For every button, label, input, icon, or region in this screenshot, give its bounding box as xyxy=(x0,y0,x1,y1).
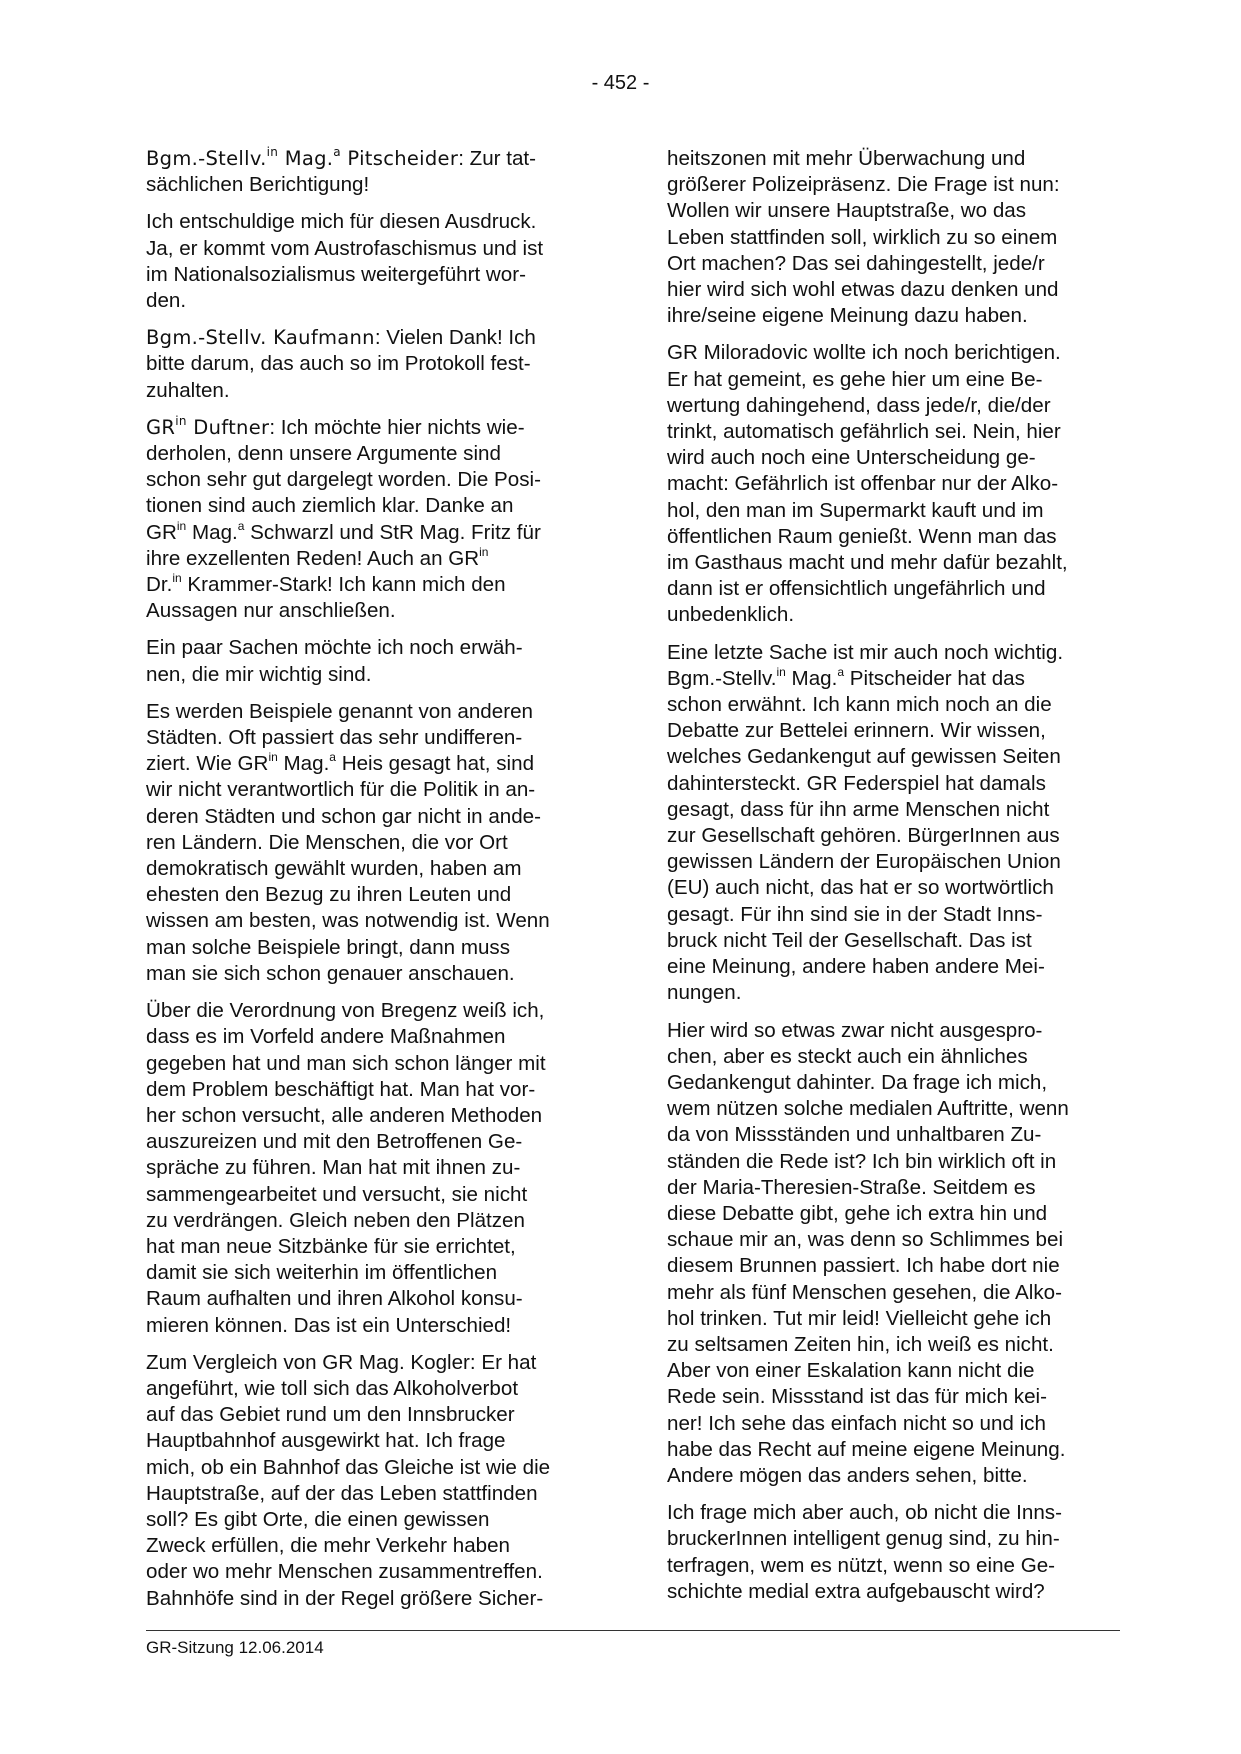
left-column xyxy=(146,146,598,1623)
paragraph: Ein paar Sachen möchte ich noch erwäh- nen, die mir wichtig sind. xyxy=(146,636,523,686)
speaker-name: Bgm.-Stellv.$^{in}$ Mag.$^a$ Pitscheider xyxy=(146,145,459,170)
footer-session-date: GR-Sitzung 12.06.2014 xyxy=(146,1638,324,1657)
paragraph: Zum Vergleich von GR Mag. Kogler: Er hat angeführt, wie toll sich das Alkoholverbot auf das Gebiet rund um den Innsbrucker Hauptbahnhof ausgewirkt hat. Ich frage mich, ob ein Bahnhof das Gleiche ist wie die Hauptstraße, auf der das Leben stattfinden soll? Es gibt Orte, die einen gewissen Zweck erfüllen, die mehr Verkehr haben oder wo mehr Menschen zusammentreffen. Bahnhöfe sind in der Regel größere Sicher- xyxy=(146,1350,551,1610)
paragraph: Ich frage mich aber auch, ob nicht die Inns- bruckerInnen intelligent genug sind, zu hin- terfragen, wem es nützt, wenn so eine Ge- schichte medial extra aufgebauscht wird? xyxy=(667,1501,1062,1603)
page-number: - 452 - xyxy=(591,72,650,94)
footer-divider xyxy=(146,1630,1120,1631)
paragraph: Hier wird so etwas zwar nicht ausgespro- chen, aber es steckt auch ein ähnliches Gedankengut dahinter. Da frage ich mich, wem nützen solche medialen Auftritte, wenn da von Missständen und unhaltbaren Zu- ständen die Rede ist? Ich bin wirklich oft in der Maria-Theresien-Straße. Seitdem es diese Debatte gibt, gehe ich extra hin und schaue mir an, was denn so Schlimmes bei diesem Brunnen passiert. Ich habe dort nie mehr als fünf Menschen gesehen, die Alko- hol trinken. Tut mir leid! Vielleicht gehe ich zu seltsamen Zeiten hin, ich weiß es nicht. Aber von einer Eskalation kann nicht die Rede sein. Missstand ist das für mich kei- ner! Ich sehe das einfach nicht so und ich habe das Recht auf meine eigene Meinung. Andere mögen das anders sehen, bitte. xyxy=(667,1018,1069,1487)
paragraph: Bgm.-Stellv. Kaufmann: Vielen Dank! Ich bitte darum, das auch so im Protokoll fest- zuhalten. xyxy=(146,326,536,402)
right-column xyxy=(667,146,1119,1616)
paragraph: Über die Verordnung von Bregenz weiß ich, dass es im Vorfeld andere Maßnahmen gegeben hat und man sich schon länger mit dem Problem beschäftigt hat. Man hat vor- her schon versucht, alle anderen Methoden auszureizen und mit den Betroffenen Ge- spräche zu führen. Man hat mit ihnen zu- sammengearbeitet und versucht, sie nicht zu verdrängen. Gleich neben den Plätzen hat man neue Sitzbänke für sie errichtet, damit sie sich weiterhin im öffentlichen Raum aufhalten und ihren Alkohol konsu- mieren können. Das ist ein Unterschied! xyxy=(146,999,546,1337)
paragraph: heitszonen mit mehr Überwachung und größerer Polizeipräsenz. Die Frage ist nun: Wollen wir unsere Hauptstraße, wo das Leben stattfinden soll, wirklich zu so einem Ort machen? Das sei dahingestellt, jede/r hier wird sich wohl etwas dazu denken und ihre/seine eigene Meinung dazu haben. xyxy=(667,147,1060,328)
paragraph: GR Miloradovic wollte ich noch berichtigen. Er hat gemeint, es gehe hier um eine Be- wertung dahingehend, dass jede/r, die/der trinkt, automatisch gefährlich sei. Nein, hier wird auch noch eine Unterscheidung ge- macht: Gefährlich ist offenbar nur der Alko- hol, den man im Supermarkt kauft und im öffentlichen Raum genießt. Wenn man das im Gasthaus macht und mehr dafür bezahlt, dann ist er offensichtlich ungefährlich und unbedenklich. xyxy=(667,341,1068,627)
speaker-name: Bgm.-Stellv. Kaufmann xyxy=(146,326,375,350)
paragraph: Eine letzte Sache ist mir auch noch wichtig. Bgm.-Stellv.$^{in}$ Mag.$^a$ Pitscheider hat das schon erwähnt. Ich kann mich noch an die Debatte zur Bettelei erinnern. Wir wissen, welches Gedankengut auf gewissen Seiten dahintersteckt. GR Federspiel hat damals gesagt, dass für ihn arme Menschen nicht zur Gesellschaft gehören. BürgerInnen aus gewissen Ländern der Europäischen Union (EU) auch nicht, das hat er so wortwörtlich gesagt. Für ihn sind sie in der Stadt Inns- bruck nicht Teil der Gesellschaft. Das ist eine Meinung, andere haben andere Mei- nungen. xyxy=(667,640,1064,1005)
paragraph: Bgm.-Stellv.$^{in}$ Mag.$^a$ Pitscheider: Zur tat- sächlichen Berichtigung! xyxy=(146,145,536,197)
speaker-name: $GR^{in}$ Duftner xyxy=(146,413,270,439)
paragraph: Ich entschuldige mich für diesen Ausdruck. Ja, er kommt vom Austrofaschismus und ist im Nationalsozialismus weitergeführt wor- den. xyxy=(146,210,544,313)
paragraph: $GR^{in}$ Duftner: Ich möchte hier nichts wie- derholen, denn unsere Argumente sind schon sehr gut dargelegt worden. Die Posi- tionen sind auch ziemlich klar. Danke an $GR^{in}$ Mag.$^a$ Schwarzl und StR Mag. Fritz für ihre exzellenten Reden! Auch an $GR^{in}$ Dr.$^{in}$ Krammer-Stark! Ich kann mich den Aussagen nur anschließen. xyxy=(146,413,541,623)
paragraph: Es werden Beispiele genannt von anderen Städten. Oft passiert das sehr undifferen- ziert. Wie $GR^{in}$ Mag.$^a$ Heis gesagt hat, sind wir nicht verantwortlich für die Politik in an- deren Städten und schon gar nicht in ande- ren Ländern. Die Menschen, die vor Ort demokratisch gewählt wurden, haben am ehesten den Bezug zu ihren Leuten und wissen am besten, was notwendig ist. Wenn man solche Beispiele bringt, dann muss man sie sich schon genauer anschauen. xyxy=(146,699,550,985)
